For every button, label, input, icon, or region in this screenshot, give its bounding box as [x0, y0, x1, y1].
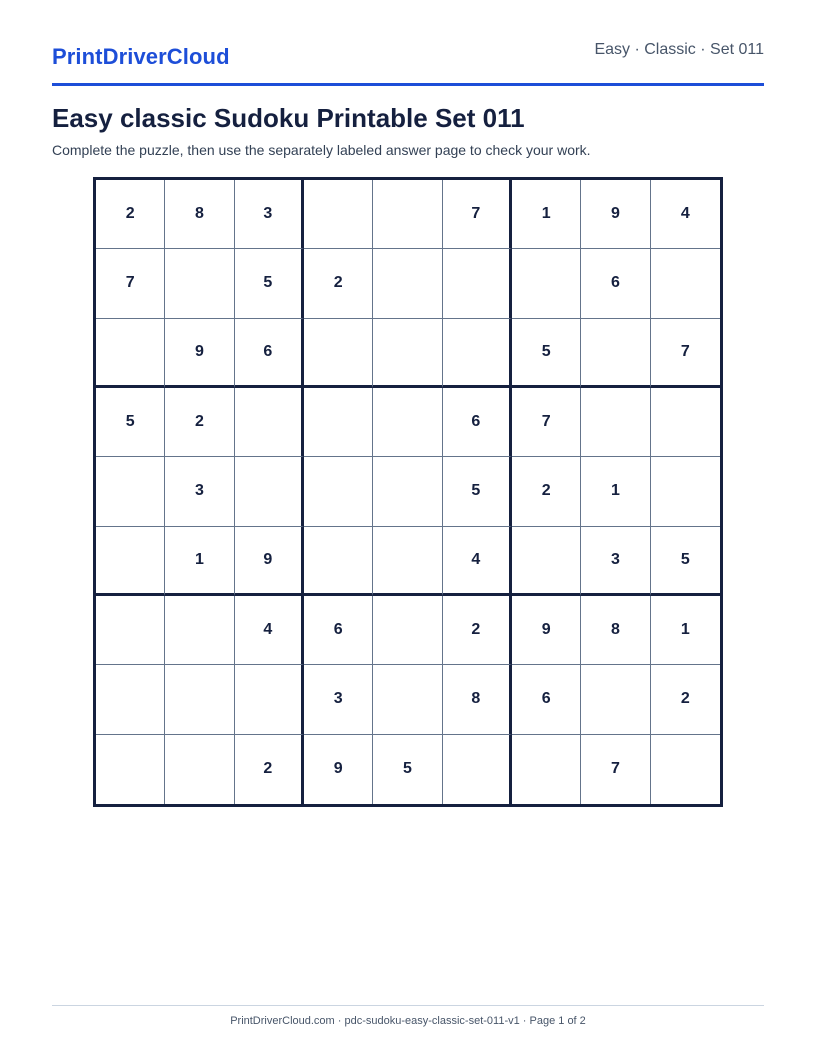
sudoku-cell[interactable] — [235, 388, 304, 457]
sudoku-cell[interactable]: 9 — [304, 735, 373, 804]
sudoku-cell[interactable]: 5 — [235, 249, 304, 318]
sudoku-cell[interactable]: 7 — [96, 249, 165, 318]
sudoku-cell[interactable]: 3 — [581, 527, 650, 596]
sudoku-cell[interactable] — [373, 527, 442, 596]
sudoku-cell[interactable]: 6 — [443, 388, 512, 457]
sudoku-cell[interactable] — [235, 457, 304, 526]
sudoku-cell[interactable] — [512, 735, 581, 804]
sudoku-cell[interactable] — [581, 388, 650, 457]
sudoku-cell[interactable]: 5 — [373, 735, 442, 804]
brand-logo: PrintDriverCloud — [52, 44, 230, 69]
sudoku-cell[interactable] — [373, 249, 442, 318]
sudoku-cell[interactable] — [304, 388, 373, 457]
sudoku-cell[interactable]: 5 — [651, 527, 720, 596]
sudoku-cell[interactable] — [373, 319, 442, 388]
sudoku-cell[interactable] — [165, 249, 234, 318]
page-header — [52, 0, 764, 86]
sudoku-cell[interactable] — [235, 665, 304, 734]
sudoku-cell[interactable] — [443, 319, 512, 388]
page-footer: PrintDriverCloud.com · pdc-sudoku-easy-classic-set-011-v1 · Page 1 of 2 — [52, 1005, 764, 1027]
sudoku-cell[interactable] — [96, 735, 165, 804]
sudoku-cell[interactable] — [443, 735, 512, 804]
sudoku-cell[interactable]: 9 — [165, 319, 234, 388]
sudoku-cell[interactable] — [651, 735, 720, 804]
sudoku-cell[interactable] — [581, 319, 650, 388]
sudoku-cell[interactable]: 7 — [443, 180, 512, 249]
sudoku-cell[interactable] — [96, 665, 165, 734]
sudoku-cell[interactable]: 6 — [304, 596, 373, 665]
sudoku-cell[interactable]: 6 — [581, 249, 650, 318]
sudoku-cell[interactable]: 3 — [304, 665, 373, 734]
sudoku-cell[interactable]: 5 — [443, 457, 512, 526]
sudoku-cell[interactable]: 5 — [512, 319, 581, 388]
sudoku-cell[interactable] — [373, 180, 442, 249]
sudoku-cell[interactable] — [96, 457, 165, 526]
sudoku-cell[interactable]: 8 — [165, 180, 234, 249]
sudoku-cell[interactable]: 7 — [651, 319, 720, 388]
sudoku-cell[interactable]: 6 — [512, 665, 581, 734]
sudoku-cell[interactable]: 3 — [235, 180, 304, 249]
sudoku-cell[interactable]: 8 — [443, 665, 512, 734]
sudoku-cell[interactable]: 5 — [96, 388, 165, 457]
sudoku-cell[interactable]: 1 — [651, 596, 720, 665]
sudoku-cell[interactable] — [581, 665, 650, 734]
sudoku-cell[interactable] — [304, 527, 373, 596]
sudoku-cell[interactable] — [651, 388, 720, 457]
sudoku-cell[interactable] — [96, 596, 165, 665]
sudoku-cell[interactable]: 9 — [581, 180, 650, 249]
sudoku-cell[interactable]: 2 — [96, 180, 165, 249]
sudoku-cell[interactable]: 2 — [443, 596, 512, 665]
sudoku-cell[interactable]: 2 — [304, 249, 373, 318]
sudoku-cell[interactable] — [304, 180, 373, 249]
sudoku-cell[interactable]: 4 — [443, 527, 512, 596]
sudoku-cell[interactable]: 7 — [581, 735, 650, 804]
sudoku-grid — [93, 177, 723, 807]
sudoku-cell[interactable]: 9 — [512, 596, 581, 665]
sudoku-cell[interactable]: 1 — [512, 180, 581, 249]
sudoku-cell[interactable]: 9 — [235, 527, 304, 596]
sudoku-cell[interactable] — [96, 319, 165, 388]
sudoku-cell[interactable]: 4 — [235, 596, 304, 665]
sudoku-cell[interactable]: 2 — [651, 665, 720, 734]
sudoku-cell[interactable] — [96, 527, 165, 596]
sudoku-cell[interactable] — [651, 249, 720, 318]
sudoku-cell[interactable] — [165, 665, 234, 734]
sudoku-cell[interactable] — [304, 319, 373, 388]
sudoku-cell[interactable] — [373, 665, 442, 734]
sudoku-cell[interactable]: 1 — [581, 457, 650, 526]
sudoku-cell[interactable]: 2 — [235, 735, 304, 804]
sudoku-cell[interactable] — [373, 388, 442, 457]
sudoku-cell[interactable]: 2 — [165, 388, 234, 457]
page-title: Easy classic Sudoku Printable Set 011 — [52, 103, 525, 133]
sudoku-cell[interactable]: 4 — [651, 180, 720, 249]
sudoku-cell[interactable] — [512, 527, 581, 596]
sudoku-cell[interactable] — [165, 735, 234, 804]
sudoku-cell[interactable] — [443, 249, 512, 318]
sudoku-cell[interactable] — [165, 596, 234, 665]
sudoku-cell[interactable]: 8 — [581, 596, 650, 665]
sudoku-cell[interactable] — [373, 596, 442, 665]
sudoku-cell[interactable]: 7 — [512, 388, 581, 457]
sudoku-cell[interactable] — [304, 457, 373, 526]
sudoku-cell[interactable] — [373, 457, 442, 526]
sudoku-cell[interactable] — [512, 249, 581, 318]
sudoku-cell[interactable] — [651, 457, 720, 526]
sudoku-cell[interactable]: 6 — [235, 319, 304, 388]
sudoku-cell[interactable]: 3 — [165, 457, 234, 526]
sudoku-cell[interactable]: 2 — [512, 457, 581, 526]
set-info: Easy · Classic · Set 011 — [594, 41, 764, 58]
page-subtitle: Complete the puzzle, then use the separately labeled answer page to check your work. — [52, 142, 591, 158]
sudoku-cell[interactable]: 1 — [165, 527, 234, 596]
